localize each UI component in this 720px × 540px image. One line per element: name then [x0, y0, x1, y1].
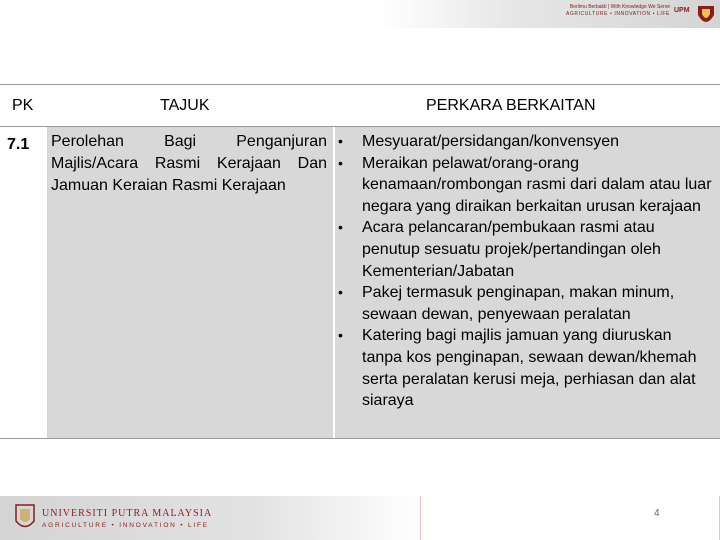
- bullet-icon: •: [338, 154, 343, 171]
- cell-perkara: [335, 127, 720, 438]
- bullet-icon: •: [338, 219, 343, 236]
- header-pk: PK: [12, 97, 34, 114]
- bullet-icon: •: [338, 133, 343, 149]
- list-item-text: Acara pelancaran/pembukaan rasmi atau penutup sesuatu projek/pertandingan oleh Kementerian/Jabatan: [362, 219, 661, 280]
- row-divider: [0, 438, 720, 439]
- list-item: [335, 153, 720, 218]
- page-number-box: [420, 496, 720, 540]
- perkara-list: [335, 131, 720, 412]
- header-tajuk: TAJUK: [160, 97, 210, 114]
- page-number: 4: [654, 508, 660, 519]
- top-tagline: [560, 4, 670, 18]
- upm-logo-text: UPM: [674, 7, 690, 14]
- bullet-icon: •: [338, 327, 343, 344]
- university-emblem-icon: [14, 503, 36, 533]
- footer-tagline: AGRICULTURE • INNOVATION • LIFE: [42, 522, 209, 529]
- bullet-icon: •: [338, 284, 343, 301]
- list-item-text: Pakej termasuk penginapan, makan minum, sewaan dewan, penyewaan peralatan: [362, 284, 675, 323]
- tajuk-text: Perolehan Bagi Penganjuran Majlis/Acara Rasmi Kerajaan Dan Jamuan Keraian Rasmi Kerajaan: [51, 133, 327, 194]
- cell-tajuk: [47, 127, 333, 438]
- pk-number: 7.1: [7, 136, 30, 153]
- table-header-row: [0, 84, 720, 127]
- list-item-text: Katering bagi majlis jamuan yang diuruskan tanpa kos penginapan, sewaan dewan/khemah serta peralatan kerusi meja, perhiasan dan alat siaraya: [362, 327, 697, 410]
- header-perkara: PERKARA BERKAITAN: [426, 97, 596, 114]
- cell-pk: [0, 127, 45, 438]
- table-row: [0, 127, 720, 438]
- tagline-pillars: AGRICULTURE • INNOVATION • LIFE: [565, 11, 670, 17]
- tagline-motto: Berilmu Berbakti | With Knowledge We Serve: [569, 4, 670, 10]
- list-item: [335, 282, 720, 325]
- list-item: [335, 217, 720, 282]
- list-item: [335, 131, 720, 153]
- list-item: [335, 325, 720, 411]
- list-item-text: Meraikan pelawat/orang-orang kenamaan/rombongan rasmi dari dalam atau luar negara yang diraikan berkaitan urusan kerajaan: [362, 154, 712, 215]
- footer-university-name: UNIVERSITI PUTRA MALAYSIA: [42, 508, 213, 519]
- list-item-text: Mesyuarat/persidangan/konvensyen: [362, 133, 620, 150]
